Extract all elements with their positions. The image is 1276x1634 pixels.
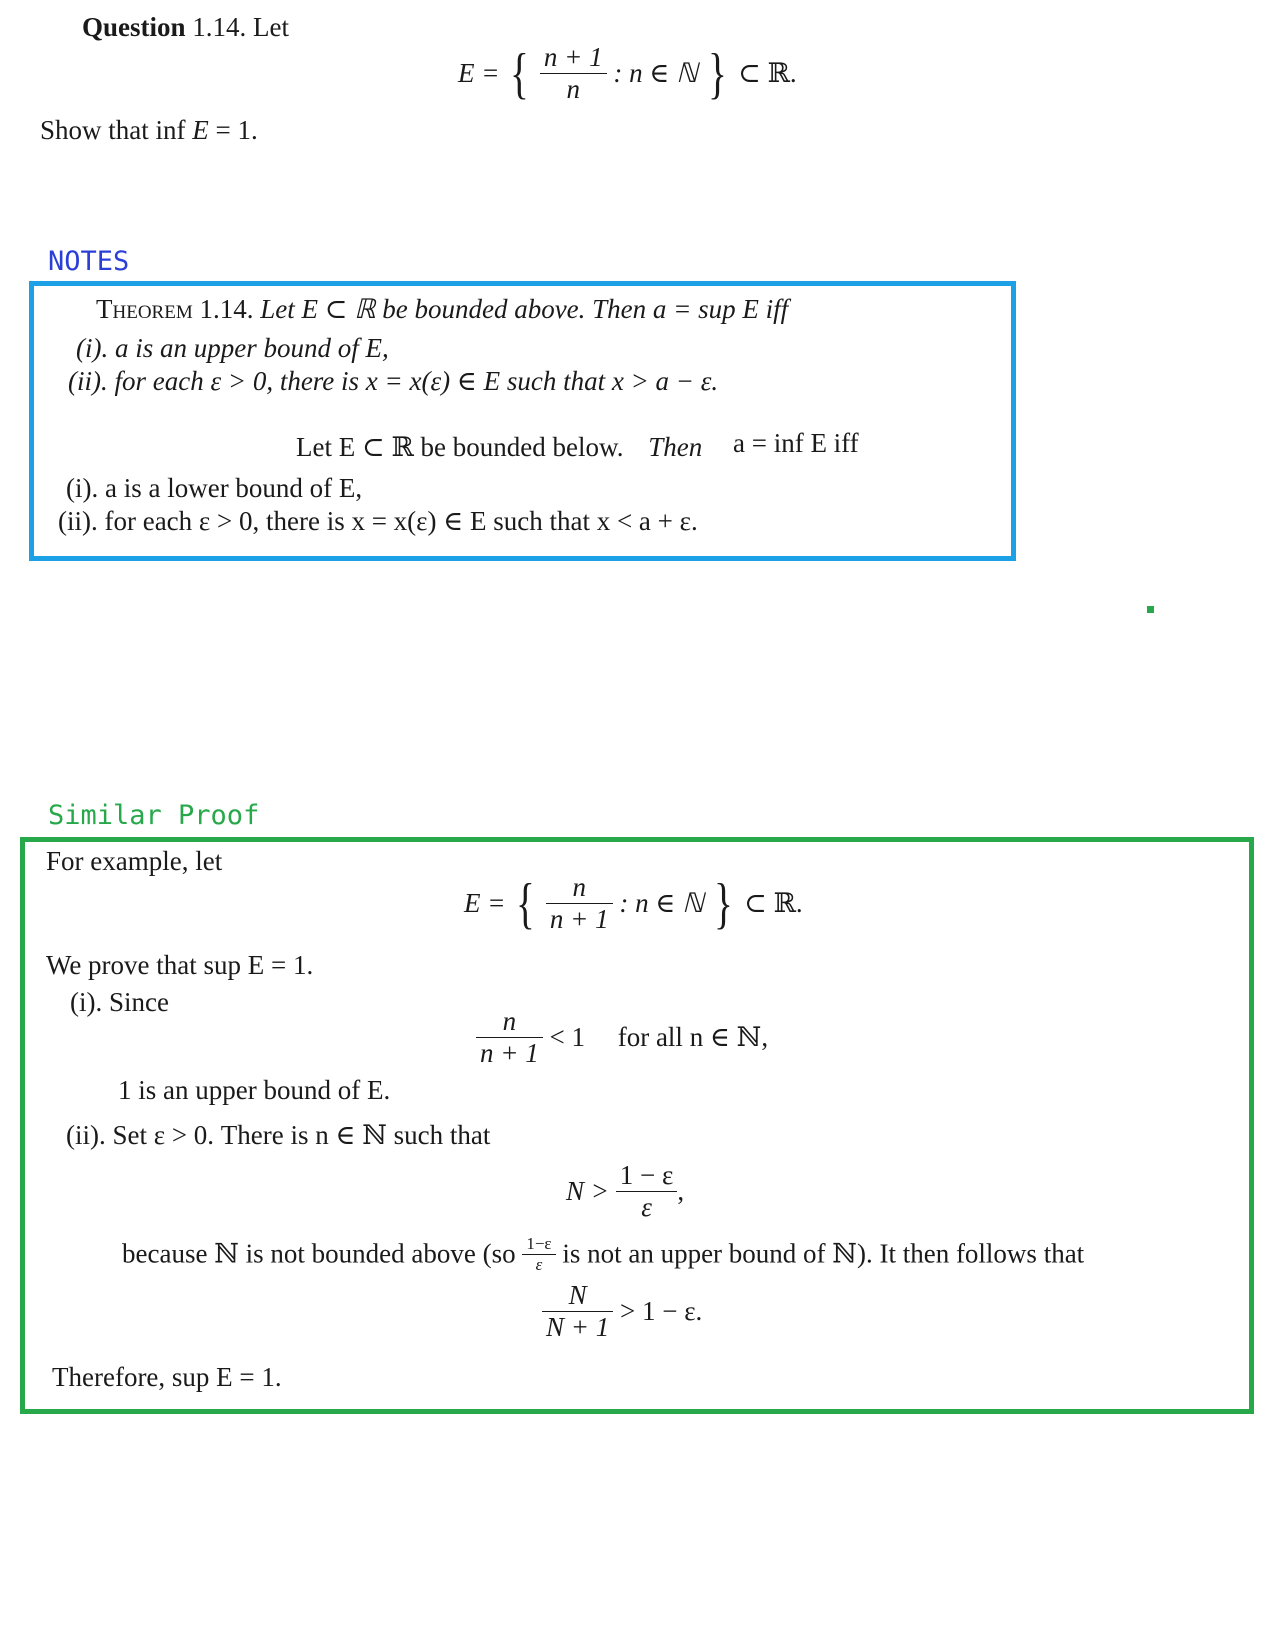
proof-label: Similar Proof: [48, 800, 260, 831]
ineq-denominator: n + 1: [480, 1038, 539, 1069]
proof-step-ii: (ii). Set ε > 0. There is n ∈ ℕ such that: [66, 1120, 491, 1150]
proof-final-inequality: [542, 1280, 702, 1343]
proof-set-definition: [464, 872, 803, 935]
proof-intro: For example, let: [46, 846, 223, 876]
ineq-tail: < 1: [549, 1022, 585, 1053]
N-denominator: ε: [641, 1192, 652, 1223]
theorem-line: [96, 294, 788, 325]
because-post: is not an upper bound of ℕ). It then follows that: [562, 1238, 1085, 1269]
lower-bound-line: [296, 428, 859, 463]
proof-set-lhs: E =: [464, 888, 506, 919]
N-lhs: N >: [566, 1176, 609, 1207]
ineq-fraction: [476, 1006, 543, 1069]
question-set-lhs: E =: [458, 58, 500, 89]
question-set-fraction: [540, 42, 607, 105]
lower-then: Then: [648, 432, 703, 462]
question-show-text: Show that inf: [40, 115, 186, 145]
proof-N-inequality: [566, 1160, 684, 1223]
question-show-line: [40, 115, 258, 146]
proof-upper-bound: 1 is an upper bound of E.: [118, 1075, 391, 1105]
lower-line-i: (i). a is a lower bound of E,: [66, 473, 363, 503]
lower-head: Let E ⊂ ℝ be bounded below.: [296, 432, 624, 462]
N-comma: ,: [677, 1176, 685, 1207]
proof-set-denominator: n + 1: [549, 904, 609, 935]
proof-conclusion: Therefore, sup E = 1.: [52, 1362, 282, 1392]
right-brace-icon: }: [708, 42, 728, 105]
question-show-tail: = 1.: [208, 115, 258, 145]
N-fraction: [616, 1160, 678, 1223]
proof-set-numerator: n: [546, 872, 613, 904]
theorem-head: Theorem 1.14.: [96, 294, 254, 324]
final-fraction: [542, 1280, 613, 1343]
theorem-line-ii: (ii). for each ε > 0, there is x = x(ε) ∈ E such that x > a − ε.: [68, 366, 719, 396]
final-tail: > 1 − ε.: [619, 1296, 703, 1327]
question-title: [82, 12, 289, 43]
proof-because-line: [122, 1234, 1084, 1274]
final-numerator: N: [542, 1280, 613, 1312]
theorem-line-i: (i). a is an upper bound of E,: [76, 333, 389, 363]
because-numerator: 1−ε: [522, 1234, 555, 1255]
notes-label: NOTES: [48, 246, 130, 277]
because-pre: because ℕ is not bounded above (so: [122, 1238, 516, 1269]
final-denominator: N + 1: [546, 1312, 610, 1343]
left-brace-icon: {: [516, 872, 536, 935]
lower-tail: a = inf E iff: [732, 428, 859, 458]
question-set-condition: : n ∈ ℕ: [613, 58, 698, 89]
question-title-rest: 1.14. Let: [185, 12, 290, 42]
question-title-bold: Question: [82, 12, 186, 42]
proof-set-fraction: [546, 872, 613, 935]
right-brace-icon: }: [714, 872, 734, 935]
proof-step-i: (i). Since: [70, 987, 169, 1017]
because-denominator: ε: [535, 1254, 543, 1274]
proof-claim: We prove that sup E = 1.: [46, 950, 314, 980]
N-numerator: 1 − ε: [616, 1160, 678, 1192]
question-set-definition: [458, 42, 797, 105]
green-dot-mark: [1147, 606, 1154, 613]
because-fraction: [522, 1234, 555, 1274]
proof-inequality: [476, 1006, 768, 1069]
proof-set-condition: : n ∈ ℕ: [619, 888, 704, 919]
theorem-text: Let E ⊂ ℝ be bounded above. Then a = sup E iff: [260, 294, 789, 324]
question-set-denominator: n: [566, 74, 580, 105]
question-show-var: E: [192, 115, 209, 145]
ineq-numerator: n: [476, 1006, 543, 1038]
ineq-for-all: for all n ∈ ℕ,: [617, 1022, 769, 1053]
proof-set-tail: ⊂ ℝ.: [744, 888, 803, 919]
question-set-tail: ⊂ ℝ.: [738, 58, 797, 89]
question-set-numerator: n + 1: [540, 42, 607, 74]
lower-line-ii: (ii). for each ε > 0, there is x = x(ε) ∈ E such that x < a + ε.: [58, 506, 698, 536]
left-brace-icon: {: [510, 42, 530, 105]
